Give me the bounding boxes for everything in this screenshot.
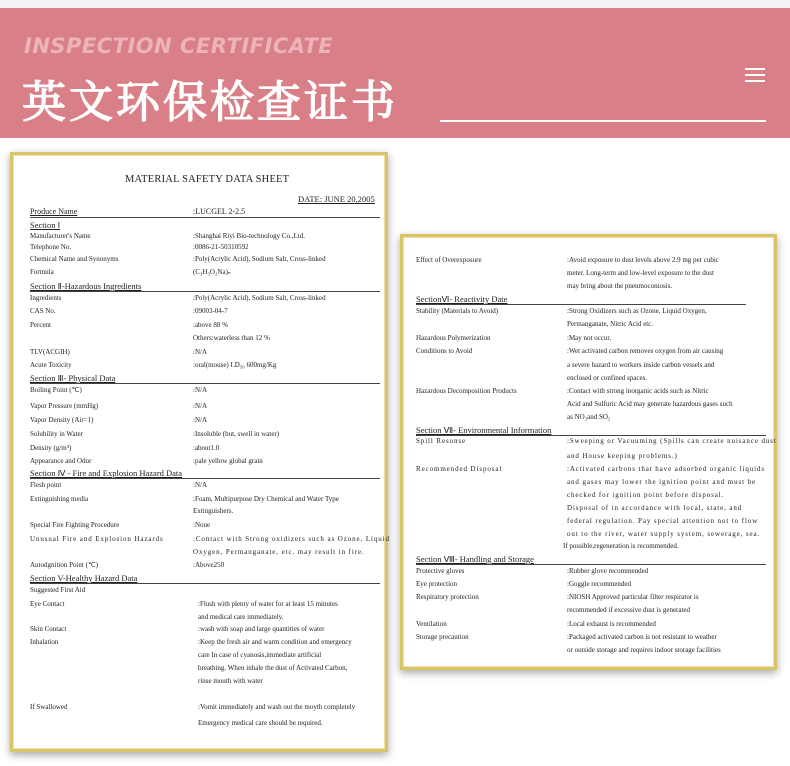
field-value: :about1.0: [193, 444, 220, 452]
field-value: (C₃H₃O₂Na)ₙ: [193, 268, 231, 276]
field-value: meter. Long-term and low-level exposure to the dust: [567, 269, 714, 277]
field-value: :N/A: [193, 348, 207, 356]
field-value: Disposal of in accordance with local, state, and: [567, 504, 743, 512]
field-value: :Rubber glove recommended: [567, 567, 649, 575]
field-value: :Contact with strong inorganic acids such as Nitric: [567, 387, 709, 395]
field-value: :Above250: [193, 561, 225, 569]
field-label: Respiratory protection: [416, 593, 479, 601]
section-rule: [30, 478, 380, 479]
field-value: :pale yellow global grain: [193, 457, 263, 465]
field-value: If possible,regeneration is recommended.: [563, 542, 679, 550]
field-value: :Poly(Acrylic Acid), Sodium Salt, Cross-linked: [193, 294, 326, 302]
field-value: care In case of cyanosis,immediate artificial: [198, 651, 322, 659]
field-value: :N/A: [193, 402, 207, 410]
section-heading: Section V-Healthy Hazard Data: [30, 573, 138, 583]
field-label: Ventilation: [416, 620, 447, 628]
section-heading: Section Ⅶ- Environmental Information: [416, 425, 552, 435]
field-value: Others:waterless than 12 %: [193, 334, 270, 342]
field-value: :Contact with Strong oxidizers such as Ozone, Liquid: [193, 535, 390, 543]
field-value: :0086-21-50310592: [193, 243, 249, 251]
field-label: Ingredients: [30, 294, 62, 302]
field-value: :Activated carbons that have adsorbed organic liquids: [567, 465, 766, 473]
field-value: :Avoid exposure to dust levels above 2.9 mg per cubic: [567, 256, 719, 264]
field-value: and gases may lower the ignition point and must be: [567, 478, 757, 486]
field-value: :09003-04-7: [193, 307, 228, 315]
field-value: Extinguishers.: [193, 507, 234, 515]
rule: [30, 217, 380, 218]
section-rule: [30, 583, 380, 584]
msds-page-1: [13, 155, 390, 749]
field-value: :NIOSH Approved particular filter respirator is: [567, 593, 699, 601]
section-rule: [416, 435, 766, 436]
section-rule: [416, 304, 746, 305]
field-value: :Shanghai Riyi Bio-technology Co.,Ltd.: [193, 232, 305, 240]
field-value: :wash with soap and large quantities of water: [198, 625, 325, 633]
field-value: federal regulation. Pay special attention not to flow: [567, 517, 759, 525]
doc-date: DATE: JUNE 20,2005: [298, 194, 375, 204]
section-heading: Section Ⅱ-Hazardous Ingredients: [30, 281, 142, 291]
field-value: :oral(mouse) LD₅₀ 600mg/Kg: [193, 361, 277, 369]
field-label: Flesh point: [30, 481, 62, 489]
field-label: Extinguishing media: [30, 495, 89, 503]
banner-divider: [440, 120, 766, 122]
field-value: :Keep the fresh air and warm condition and emergency: [198, 638, 352, 646]
field-label: Solubility in Water: [30, 430, 83, 438]
field-value: :Local exhaust is recommended: [567, 620, 656, 628]
product-value: :LUCGEL 2-2.5: [193, 207, 246, 216]
field-value: or outside storage and requires indoor storage facilities: [567, 646, 721, 654]
field-value: :Poly(Acrylic Acid), Sodium Salt, Cross-linked: [193, 255, 326, 263]
banner-subtitle: INSPECTION CERTIFICATE: [24, 34, 334, 58]
field-label: Telephone No.: [30, 243, 72, 251]
field-label: Stability (Materials to Avoid): [416, 307, 499, 315]
field-value: may bring about the pneumoconiosis.: [567, 282, 673, 290]
field-value: :Flush with plenty of water for at least 15 minutes: [198, 600, 338, 608]
field-label: Conditions to Avoid: [416, 347, 473, 355]
field-value: as NO₂and SO₂: [567, 413, 611, 421]
hamburger-menu-icon[interactable]: [745, 68, 765, 84]
field-label: Appearance and Odor: [30, 457, 92, 465]
section-heading: Section Ⅰ: [30, 220, 61, 230]
field-value: a severe hazard to workers inside carbon vessels and: [567, 361, 715, 369]
field-label: Special Fire Fighting Procedure: [30, 521, 120, 529]
field-label: TLV(ACGIH): [30, 348, 70, 356]
field-label: Hazardous Polymerization: [416, 334, 491, 342]
field-value: :None: [193, 521, 211, 529]
field-value: Emergency medical care should be required.: [198, 719, 323, 727]
field-value: :N/A: [193, 416, 207, 424]
field-value: :Packaged activated carbon is not resistant to weather: [567, 633, 717, 641]
field-value: :Goggle recommended: [567, 580, 631, 588]
field-value: :Strong Oxidizers such as Ozone, Liquid Oxygen,: [567, 307, 707, 315]
doc-title: MATERIAL SAFETY DATA SHEET: [125, 174, 290, 185]
field-value: breathing. When inhale the dust of Activated Carbon,: [198, 664, 348, 672]
field-value: Oxygen, Permanganate, etc. may result in fire.: [193, 548, 365, 556]
field-value: :Sweeping or Vacuuming (Spills can create nuisance dust: [567, 437, 777, 445]
field-label: Storage precaution: [416, 633, 469, 641]
field-value: and House keeping problems.): [567, 452, 678, 460]
field-label: Spill Resonse: [416, 437, 467, 445]
field-value: checked for ignition point before disposal.: [567, 491, 725, 499]
field-label: Chemical Name and Synonyms: [30, 255, 119, 263]
field-label: Acute Toxicity: [30, 361, 72, 369]
field-value: and medical care immediately.: [198, 613, 284, 621]
field-value: rinse mouth with water: [198, 677, 263, 685]
section-rule: [416, 564, 766, 565]
section-heading: SectionⅥ- Reactivity Date: [416, 294, 508, 304]
banner-title: 英文环保检查证书: [22, 77, 398, 128]
section-rule: [30, 291, 380, 292]
field-label: Formula: [30, 268, 54, 276]
certificate-frame-2: [400, 234, 777, 670]
field-label: Density (g/m³): [30, 444, 72, 452]
field-label: Percent: [30, 321, 51, 329]
field-label: Vapor Density (Air=1): [30, 416, 94, 424]
field-value: enclosed or confined spaces.: [567, 374, 648, 382]
field-label: Eye protection: [416, 580, 458, 588]
field-label: Manufacturer's Name: [30, 232, 91, 240]
field-value: :Wet activated carbon removes oxygen from air causing: [567, 347, 724, 355]
field-value: :Insoluble (but, swell in water): [193, 430, 280, 438]
section-heading: Section Ⅲ- Physical Data: [30, 373, 116, 383]
field-value: :N/A: [193, 386, 207, 394]
field-value: :above 88 %: [193, 321, 228, 329]
field-label: Effect of Overexposure: [416, 256, 482, 264]
field-label: CAS No.: [30, 307, 56, 315]
product-label: Produce Name: [30, 207, 78, 216]
field-value: Acid and Sulfuric Acid may generate hazardous gases such: [567, 400, 733, 408]
field-value: out to the river, water supply system, sewerage, sea.: [567, 530, 761, 538]
field-label: Inhalation: [30, 638, 59, 646]
section-heading: Section Ⅳ - Fire and Explosion Hazard Data: [30, 468, 183, 478]
field-value: :Foam, Multipurpose Dry Chemical and Water Type: [193, 495, 339, 503]
field-value: :Vomit immediately and wash out the moyth completely: [198, 703, 356, 711]
field-label: Protective gloves: [416, 567, 465, 575]
field-label: Hazardous Decomposition Products: [416, 387, 517, 395]
field-value: Permanganate, Nitric Acid etc.: [567, 320, 654, 328]
field-label: Boiling Point (℃): [30, 386, 82, 394]
field-label: Eye Contact: [30, 600, 65, 608]
section-rule: [30, 383, 380, 384]
field-label: Skin Contact: [30, 625, 67, 633]
field-value: recommended if excessive dust is generated: [567, 606, 691, 614]
field-label: Unusual Fire and Explosion Hazards: [30, 535, 164, 543]
field-label: Vapor Pressure (mmHg): [30, 402, 99, 410]
header-banner: [0, 8, 790, 138]
field-value: :May not occur.: [567, 334, 612, 342]
certificate-frame-1: [10, 152, 388, 752]
top-strip: [0, 0, 790, 8]
first-aid-label: Suggested First Aid: [30, 586, 86, 594]
field-label: Recommended Disposal: [416, 465, 503, 473]
field-label: If Swallowed: [30, 703, 68, 711]
field-label: Autodgnition Point (℃): [30, 561, 99, 569]
msds-page-2: [403, 237, 777, 667]
section-heading: Section Ⅷ- Handling and Storage: [416, 554, 534, 564]
field-value: :N/A: [193, 481, 207, 489]
